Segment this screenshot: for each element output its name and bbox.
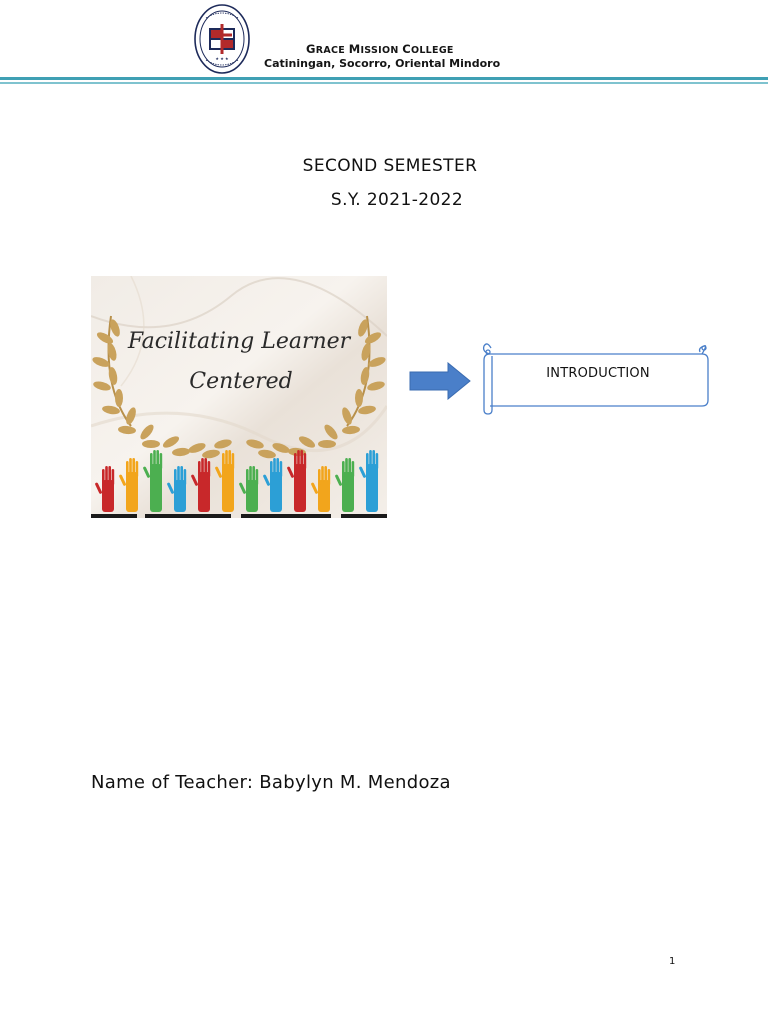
- header-rule-thin: [0, 82, 768, 84]
- cover-illustration: [91, 276, 387, 518]
- header-rule: [0, 77, 768, 80]
- cover-title-line-2: Centered: [189, 369, 293, 394]
- school-address: Catiningan, Socorro, Oriental Mindoro: [264, 57, 501, 70]
- svg-text:★ ★ ★: ★ ★ ★: [215, 56, 229, 61]
- right-arrow-icon: [408, 362, 472, 400]
- school-year-title: S.Y. 2021-2022: [330, 190, 464, 210]
- teacher-name: Name of Teacher: Babylyn M. Mendoza: [91, 772, 451, 793]
- cover-title-line-1: Facilitating Learner: [127, 329, 351, 354]
- cover-image: [91, 276, 387, 518]
- college-seal-logo: [194, 4, 250, 74]
- semester-title: SECOND SEMESTER: [302, 156, 478, 176]
- page-header: [0, 0, 768, 84]
- introduction-label: INTRODUCTION: [546, 366, 650, 381]
- page-number: 1: [669, 956, 676, 967]
- school-name: GRACE MISSION COLLEGE: [306, 42, 454, 56]
